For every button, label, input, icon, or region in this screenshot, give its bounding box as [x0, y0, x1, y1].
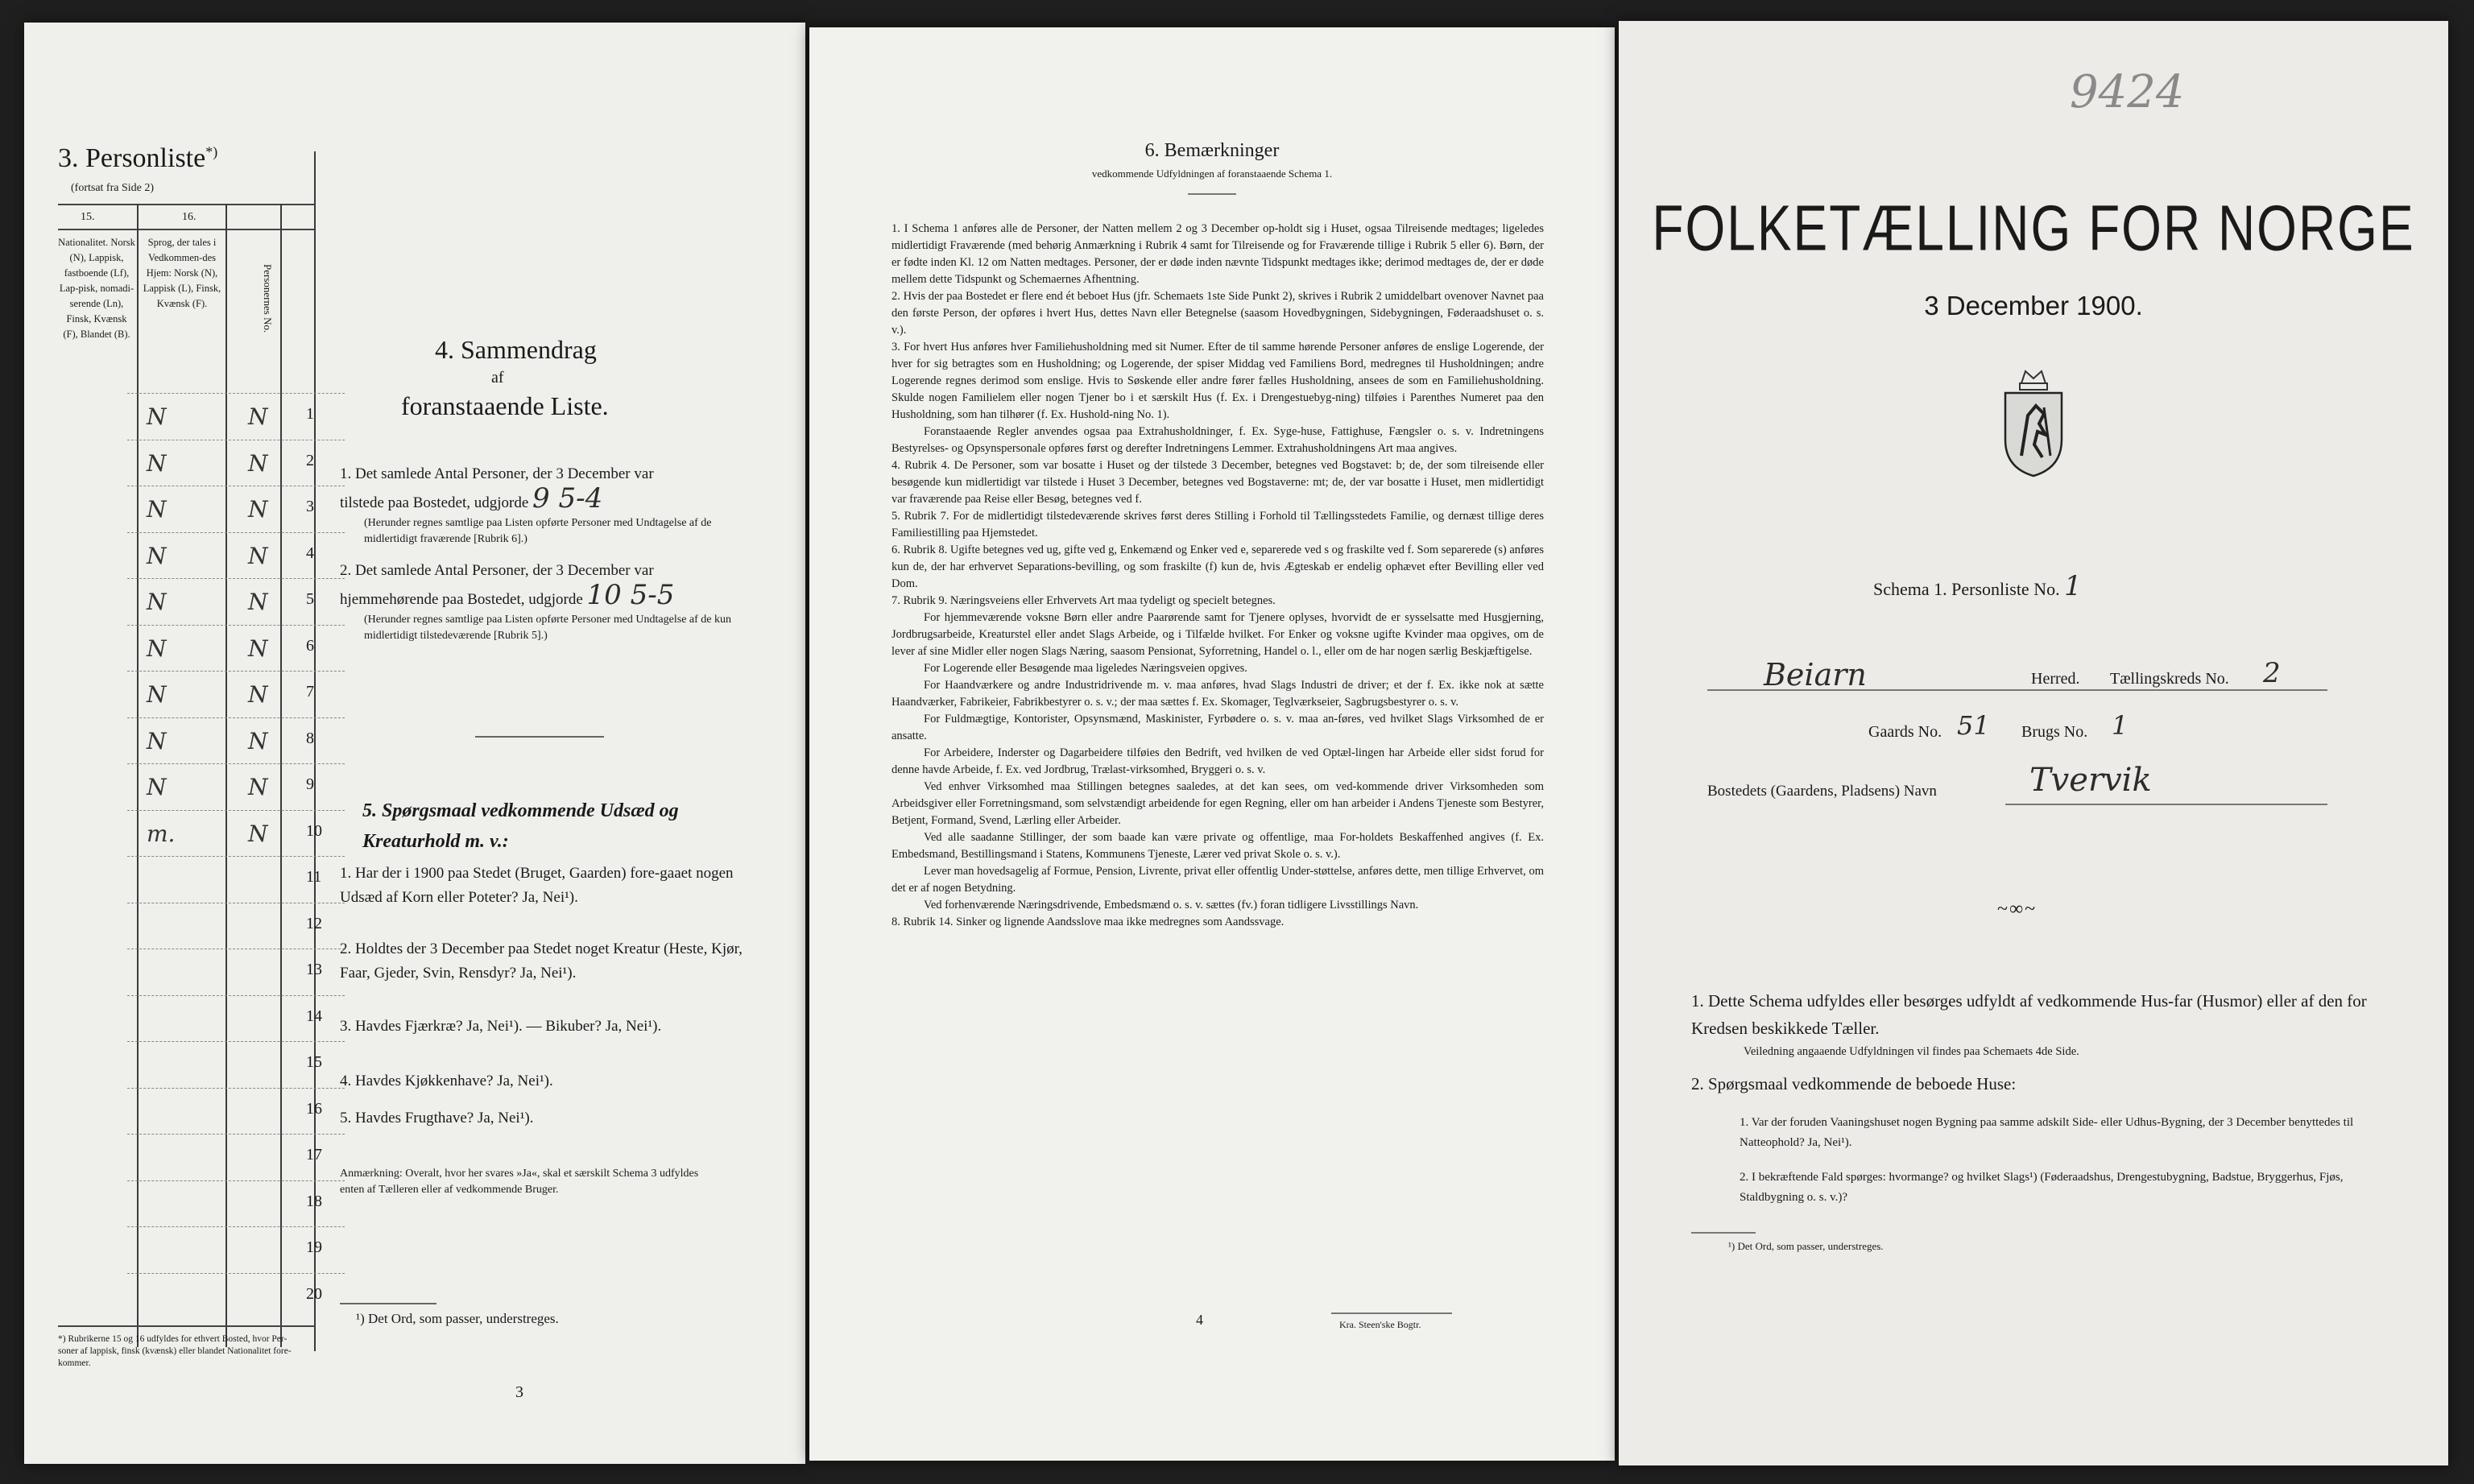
row-number: 16	[306, 1099, 322, 1118]
ornament-divider: ~∞~	[1997, 899, 2038, 920]
question-2: 2. Holdtes der 3 December paa Stedet noget Kreatur (Heste, Kjør, Faar, Gjeder, Svin, Rensdyr? Ja, Nei¹).	[340, 940, 743, 982]
language-cell: N	[248, 589, 268, 615]
anmaerkning: Anmærkning: Overalt, hvor her svares »Ja«, skal et særskilt Schema 3 udfyldes enten af Tælleren eller af vedkommende Bruger.	[340, 1168, 699, 1196]
table-row	[127, 486, 345, 531]
row-number: 11	[306, 868, 322, 886]
row-number: 7	[306, 683, 314, 701]
remark-paragraph: 1. I Schema 1 anføres alle de Personer, der Natten mellem 2 og 3 December op-holdt sig i Huset, ogsaa Tilreisende medtages; ligeledes midlertidigt Fraværende (med behørig Anmærkning i Rubrik 4 samt for Tilreisende og for Fraværende tillige i Rubrik 5 eller 6). Børn, der er fødte inden Kl. 12 om Natten medtages. Personer, der er døde inden nævnte Tidspunkt medtages ikke; derimod medtages de, der er døde mellem dette Tidspunkt og Schemaernes Afhentning.	[892, 222, 1544, 286]
section4-title: 4. Sammendrag	[435, 335, 597, 364]
col15-header: Nationalitet. Norsk (N), Lappisk, fastboende (Lf), Lap-pisk, nomadi-serende (Ln), Finsk, Kvænsk (F), Blandet (B).	[58, 237, 135, 340]
row-number: 6	[306, 636, 314, 655]
instruction-1-sub: Veiledning angaaende Udfyldningen vil findes paa Schemaets 4de Side.	[1744, 1045, 2079, 1058]
remark-paragraph: 2. Hvis der paa Bostedet er flere end ét beboet Hus (jfr. Schemaets 1ste Side Punkt 2), skrives i Rubrik 2 umiddelbart ovenover Navnet paa den første Person, der opføres i hvert Hus, dettes Navn eller Betegnelse (saasom Hovedbygningen, Sidebygningen, Føderaadshuset o. s. v.).	[892, 290, 1544, 337]
row-number: 18	[306, 1192, 322, 1210]
remark-paragraph: For Arbeidere, Inderster og Dagarbeidere tilføies den Bedrift, ved hvilken de ved Optæl-lingen har Arbeide eller sidst forud for denne havde Arbeide, f. Ex. ved Jordbrug, Trælast-virksomhed, Bryggeri o. s. v.	[892, 746, 1544, 776]
summary-item-2-note: (Herunder regnes samtlige paa Listen opførte Personer med Undtagelse af de kun midlertidigt tilstedeværende [Rubrik 5].)	[364, 614, 732, 642]
question-5: 5. Havdes Frugthave? Ja, Nei¹).	[340, 1110, 534, 1126]
page-right	[1619, 21, 2448, 1465]
schema-number: 1	[2064, 570, 2082, 602]
table-row	[127, 763, 345, 809]
remark-paragraph: For Fuldmægtige, Kontorister, Opsynsmænd, Maskinister, Fyrbødere o. s. v. maa an-føres, ved hvilket Slags Virksomhed de er ansatte.	[892, 713, 1544, 742]
row-number: 12	[306, 914, 322, 932]
section4-af: af	[491, 369, 504, 387]
nationality-cell: N	[147, 589, 167, 615]
archive-number: 9424	[2070, 66, 2185, 118]
row-number: 15	[306, 1053, 322, 1071]
remark-paragraph: 7. Rubrik 9. Næringsveiens eller Erhvervets Art maa tydeligt og specielt betegnes.	[892, 594, 1276, 607]
remark-paragraph: Ved alle saadanne Stillinger, der som baade kan være private og offentlige, maa For-holdets Beskaffenhed angives (f. Ex. Embedsmand, Bestillingsmand i Statens, Kommunens Tjeneste, Lærer ved privat Skole o. s. v.).	[892, 831, 1544, 861]
summary-item-2-label: hjemmehørende paa Bostedet, udgjorde	[340, 591, 583, 608]
footnote-rule-right	[1691, 1232, 1756, 1234]
remark-paragraph: 6. Rubrik 8. Ugifte betegnes ved ug, gifte ved g, Enkemænd og Enker ved e, separerede ved s og fraskilte ved f. Som separerede (s) anføres kun de, der har erhvervet Separations-bevilling, og som fraskilte (f) kun de, hvis Ægteskab er endelig ophævet efter Bevilling eller ved Dom.	[892, 544, 1544, 590]
remark-paragraph: Lever man hovedsagelig af Formue, Pension, Livrente, privat eller offentlig Under-støttelse, anføres dette, men tillige Erhvervet, om det er af nogen Betydning.	[892, 865, 1544, 895]
table-bottom-rule	[58, 1325, 316, 1327]
question-3: 3. Havdes Fjærkræ? Ja, Nei¹). — Bikuber? Ja, Nei¹).	[340, 1018, 662, 1035]
instruction-2-question-2: 2. I bekræftende Fald spørges: hvormange? og hvilket Slags¹) (Føderaadshus, Drengestubygning, Badstue, Bryggerhus, Fjøs, Staldbygning o. s. v.)?	[1740, 1171, 2344, 1204]
summary-item-1-value: 9 5-4	[532, 482, 603, 515]
remarks-list	[892, 221, 1544, 931]
remark-paragraph: 8. Rubrik 14. Sinker og lignende Aandsslove maa ikke medregnes som Aandssvage.	[892, 916, 1285, 928]
bosted-label: Bostedets (Gaardens, Pladsens) Navn	[1707, 783, 1937, 800]
remark-paragraph: 4. Rubrik 4. De Personer, som var bosatte i Huset og der tilstede 3 December, betegnes ved Bogstavet: b; de, der som tilreisende eller besøgende kun midlertidigt var tilstede i Huset 3 December, betegnes ved Bogstaverne: mt; de, der var bosatte i Huset, men midlertidigt var fraværende paa Reise eller Besøg, betegnes ved f.	[892, 459, 1544, 506]
summary-item-1-line-b	[340, 482, 759, 515]
row-number: 1	[306, 405, 314, 423]
language-cell: N	[248, 449, 268, 477]
question-1: 1. Har der i 1900 paa Stedet (Bruget, Gaarden) fore-gaaet nogen Udsæd af Korn eller Poteter? Ja, Nei¹).	[340, 865, 734, 906]
summary-item-2-line-b	[340, 579, 759, 612]
brugs-value: 1	[2112, 710, 2129, 741]
row-number: 14	[306, 1007, 322, 1025]
table-top-rule	[58, 204, 316, 205]
remark-paragraph: Ved enhver Virksomhed maa Stillingen betegnes saaledes, at det kan sees, om ved-kommende driver Virksomheden som Arbeidsgiver eller Forretningsmand, som selvstændigt arbeidende for egen Regning, eller om han arbeider i Andens Tjeneste som Bestyrer, Betjent, Formand, Svend, Lærling eller Arbeider.	[892, 780, 1544, 827]
row-number: 20	[306, 1284, 322, 1303]
col-personnr-header: Personernes No.	[262, 264, 274, 333]
language-cell: N	[248, 727, 268, 754]
page-middle	[809, 27, 1615, 1461]
col16-number: 16.	[182, 211, 197, 223]
language-cell: N	[248, 681, 268, 708]
language-cell: N	[248, 635, 268, 662]
nationality-cell: N	[147, 449, 167, 477]
footnote: ¹) Det Ord, som passer, understreges.	[356, 1311, 559, 1326]
nationality-cell: N	[147, 496, 167, 523]
row-number: 13	[306, 961, 322, 978]
table-row	[127, 532, 345, 578]
summary-item-2-value: 10 5-5	[586, 579, 675, 611]
row-number: 17	[306, 1146, 322, 1164]
remark-paragraph: For Haandværkere og andre Industridrivende m. v. maa anføres, hvad Slags Industri de driver; et der f. Ex. ikke nok at sætte Haandværker, Fabrikeier, Fabrikbestyrer o. s. v.; der maa sættes f. Ex. Skomager, Teglværkseier, Sagbrugsbestyrer o. s. v.	[892, 679, 1544, 709]
table-row	[127, 1041, 345, 1087]
table-row	[127, 1273, 345, 1319]
bosted-value: Tvervik	[2029, 762, 2152, 799]
bosted-underline	[2005, 804, 2327, 805]
table-row	[127, 625, 345, 671]
summary-item-1-label: tilstede paa Bostedet, udgjorde	[340, 494, 529, 511]
printer-credit: Kra. Steen'ske Bogtr.	[1339, 1319, 1421, 1330]
question-4: 4. Havdes Kjøkkenhave? Ja, Nei¹).	[340, 1073, 553, 1089]
nationality-cell: N	[147, 774, 167, 800]
row-number: 10	[306, 821, 322, 840]
col15-number: 15.	[81, 211, 95, 223]
remark-paragraph: Foranstaaende Regler anvendes ogsaa paa Extrahusholdninger, f. Ex. Syge-huse, Fattighuse, Fængsler o. s. v. Indretningens Bestyrelses- og Opsynspersonale opføres først og derefter Indretningens Lemmer. Extrahusholdningens Art maa angives.	[892, 425, 1544, 455]
section3-title: 3. Personliste*)	[58, 143, 218, 173]
summary-item-2	[340, 559, 759, 644]
table-row	[127, 949, 345, 994]
table-row	[127, 1088, 345, 1134]
footnote-rule	[340, 1303, 436, 1304]
table-row	[127, 995, 345, 1041]
table-row	[127, 393, 345, 439]
schema-label: Schema 1. Personliste No.	[1873, 579, 2060, 599]
page-left	[24, 23, 805, 1464]
table-row	[127, 856, 345, 902]
instruction-2: 2. Spørgsmaal vedkommende de beboede Huse:	[1691, 1074, 2017, 1093]
table-row	[127, 1180, 345, 1226]
col16-header: Sprog, der tales i Vedkommen-des Hjem: Norsk (N), Lappisk (L), Finsk, Kvænsk (F).	[143, 237, 221, 309]
language-cell: N	[248, 820, 268, 847]
section3-subtitle: (fortsat fra Side 2)	[71, 182, 155, 194]
nationality-cell: N	[147, 635, 167, 662]
page-number-3: 3	[515, 1383, 523, 1401]
instruction-2-question-1: 1. Var der foruden Vaaningshuset nogen Bygning paa samme adskilt Side- eller Udhus-Bygning, der 3 December benyttedes til Natteophold? Ja, Nei¹).	[1740, 1116, 2354, 1149]
remarks-subtitle: vedkommende Udfyldningen af foranstaaende Schema 1.	[1091, 167, 1333, 180]
taellingskreds-value: 2	[2263, 657, 2281, 689]
language-cell: N	[248, 496, 268, 523]
row-number: 19	[306, 1238, 322, 1256]
schema-line	[1873, 570, 2082, 602]
row-number: 2	[306, 451, 314, 469]
instruction-1: 1. Dette Schema udfyldes eller besørges udfyldt af vedkommende Hus-far (Husmor) eller af den for Kredsen beskikkede Tæller.	[1691, 991, 2367, 1038]
table-row	[127, 1134, 345, 1180]
table-row	[127, 578, 345, 624]
row-number: 8	[306, 729, 314, 747]
remark-paragraph: For Logerende eller Besøgende maa ligeledes Næringsveien opgives.	[924, 662, 1247, 675]
main-title: FOLKETÆLLING FOR NORGE	[1652, 192, 2415, 264]
table-row	[127, 1226, 345, 1272]
language-cell: N	[248, 403, 268, 430]
row-number: 5	[306, 590, 314, 608]
printer-rule	[1331, 1312, 1452, 1314]
herred-label: Herred.	[2031, 670, 2080, 688]
nationality-cell: N	[147, 681, 167, 708]
section4-subtitle: foranstaaende Liste.	[401, 391, 609, 420]
remarks-rule	[1188, 193, 1236, 195]
brugs-label: Brugs No.	[2021, 723, 2088, 741]
taellingskreds-label: Tællingskreds No.	[2110, 670, 2229, 688]
gaards-label: Gaards No.	[1868, 723, 1942, 741]
remark-paragraph: 5. Rubrik 7. For de midlertidigt tilstedeværende skrives først deres Stilling i Forhold til Tællingsstedets Familie, og dernæst tillige deres Familiestilling paa Hjemstedet.	[892, 510, 1544, 539]
footnote-left: *) Rubrikerne 15 og 16 udfyldes for ethvert Bosted, hvor Per-soner af lappisk, finsk (kvænsk) eller blandet Nationalitet fore-kommer.	[58, 1334, 292, 1368]
summary-item-1-line-a: 1. Det samlede Antal Personer, der 3 December var	[340, 465, 654, 482]
herred-value: Beiarn	[1764, 657, 1867, 692]
nationality-cell: N	[147, 542, 167, 569]
table-row	[127, 671, 345, 717]
gaards-value: 51	[1957, 710, 1990, 741]
language-cell: N	[248, 542, 268, 569]
table-row	[127, 440, 345, 486]
divider-1	[475, 736, 604, 738]
row-number: 3	[306, 498, 314, 515]
remark-paragraph: 3. For hvert Hus anføres hver Familiehusholdning med sit Numer. Efter de til samme hørende Personer anføres de enslige Logerende, der hver for sig betragtes som en Husholdning; og Logerende, der spiser Middag ved Familiens Bord, medregnes til Husholdningen; andre Logerende regnes derimod som enslige. Hvis to Søskende eller andre fører fælles Husholdning, ansees de som en Familiehusholdning. Skulde nogen Familielem eller nogen Tjener bo i et særskilt Hus (f. Ex. i Drengestuebyg-ning) tilføies i Parenthes Numeret paa den Husholdning, som han tilhører (f. Ex. Hushold-ning No. 1).	[892, 341, 1544, 421]
table-row	[127, 903, 345, 949]
table-header-rule	[58, 229, 316, 230]
remark-paragraph: Ved forhenværende Næringsdrivende, Embedsmænd o. s. v. sættes (fv.) foran tidligere Livsstillings Navn.	[924, 899, 1419, 911]
remarks-title: 6. Bemærkninger	[1144, 140, 1280, 161]
row-number: 4	[306, 544, 314, 562]
nationality-cell: N	[147, 727, 167, 754]
language-cell: N	[248, 774, 268, 800]
coat-of-arms-icon	[1997, 367, 2070, 480]
remark-paragraph: For hjemmeværende voksne Børn eller andre Paarørende samt for Tjenere oplyses, hvorvidt de er sysselsatte med Husgjerning, Jordbrugsarbeide, Kreaturstel eller andet Slags Arbeide, og i Tilfælde hvilket. For Enker og voksne ugifte Kvinder maa opgives, om de lever af sine Midler eller nogen Slags Næring, saasom Pensionat, Syforretning, Handel o. l., eller om de har nogen særlig Beskjæftigelse.	[892, 611, 1544, 658]
census-date: 3 December 1900.	[1924, 291, 2143, 320]
table-row	[127, 717, 345, 763]
footnote-right: ¹) Det Ord, som passer, understreges.	[1728, 1240, 1884, 1252]
summary-item-1	[340, 462, 759, 548]
page-number-4: 4	[1196, 1312, 1203, 1328]
nationality-cell: N	[147, 403, 167, 430]
nationality-cell: m.	[147, 820, 176, 847]
table-row	[127, 810, 345, 856]
row-number: 9	[306, 775, 314, 793]
section5-title: 5. Spørgsmaal vedkommende Udsæd og Kreaturhold m. v.:	[362, 800, 679, 852]
summary-item-2-line-a: 2. Det samlede Antal Personer, der 3 December var	[340, 562, 654, 579]
summary-item-1-note: (Herunder regnes samtlige paa Listen opførte Personer med Undtagelse af de midlertidigt fraværende [Rubrik 6].)	[364, 517, 712, 545]
